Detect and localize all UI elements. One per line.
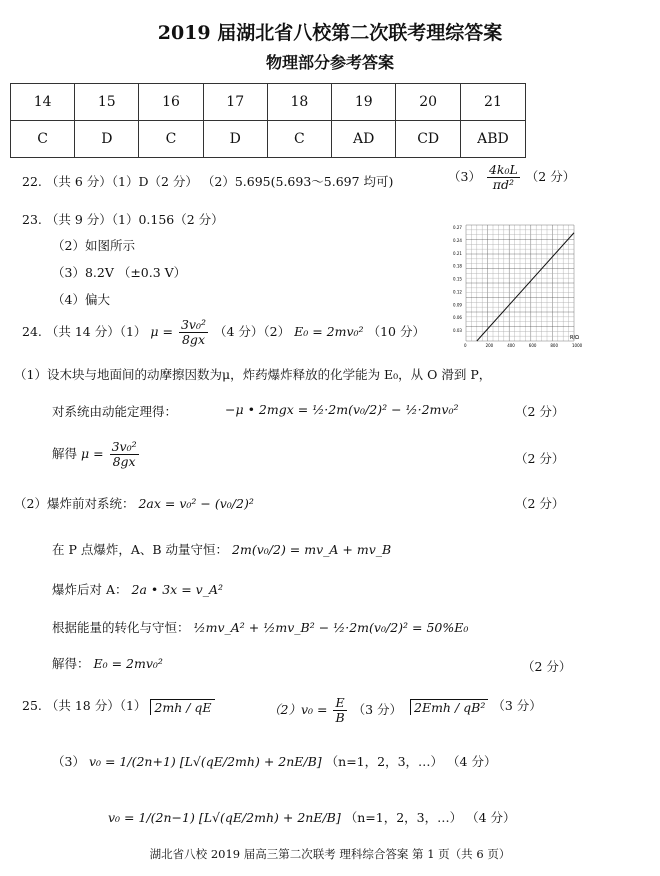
- answer-table: [10, 83, 526, 158]
- question-number: 20: [396, 84, 460, 121]
- q24-e0: E₀ = 2mv₀²: [294, 324, 364, 339]
- q25-part2b-score: （3 分）: [492, 698, 542, 713]
- q24-result-mu: μ =: [81, 446, 104, 461]
- graph-y-tick: 0.03: [453, 328, 462, 334]
- q24-p1-label: 对系统由动能定理得：: [52, 404, 178, 419]
- q24-p2-label: （2）爆炸前对系统：: [14, 496, 135, 511]
- q24-result-den: 8gx: [112, 454, 136, 469]
- question-number: 16: [139, 84, 203, 121]
- graph-y-tick: 0.06: [453, 315, 462, 321]
- q25-line1: [22, 696, 215, 715]
- graph-y-tick: 0.18: [453, 263, 462, 269]
- q24-mu-lhs: μ =: [150, 324, 173, 339]
- answer-table-answers-row: [11, 121, 526, 158]
- q25-prefix: 25. （共 18 分）（1）: [22, 698, 147, 713]
- q22-text: 22. （共 6 分）（1）D（2 分） （2）5.695(5.693～5.697 均可): [22, 174, 394, 189]
- q24-result-label: 解得: [52, 446, 78, 461]
- q24-mu-den: 8gx: [181, 332, 205, 347]
- question-number: 15: [75, 84, 139, 121]
- page-subtitle: 物理部分参考答案: [265, 53, 394, 72]
- q24-p4-label: 爆炸后对 A：: [52, 582, 128, 597]
- q24-p5-equation: ½mv_A² + ½mv_B² − ½·2m(v₀/2)² = 50%E₀: [193, 620, 469, 635]
- q24-p6-label: 解得：: [52, 656, 90, 671]
- q24-p5: [52, 618, 468, 636]
- q24-prefix: 24. （共 14 分）（1）: [22, 324, 147, 339]
- graph-x-tick: 800: [550, 343, 559, 348]
- q24-p3: [52, 540, 391, 558]
- q25-part2-den: B: [335, 710, 345, 725]
- q25-line3-score: （4 分）: [466, 810, 516, 825]
- graph-x-unit: R/Ω: [570, 335, 579, 341]
- q22-part3: [448, 163, 575, 192]
- graph-y-tick: 0.12: [453, 289, 462, 295]
- q22-frac-num: 4k₀L: [488, 162, 518, 177]
- question-number: 14: [11, 84, 75, 121]
- q24-p4: [52, 580, 223, 598]
- q24-result-score: （2 分）: [515, 451, 565, 466]
- q25-sqrt1: 2mh / qE: [150, 699, 214, 715]
- q22-line: [22, 172, 393, 190]
- q25-line3-equation: v₀ = 1/(2n−1) [L√(qE/2mh) + 2nE/B]: [108, 810, 341, 825]
- q22-frac-den: πd²: [492, 177, 514, 192]
- q24-p3-equation: 2m(v₀/2) = mv_A + mv_B: [232, 542, 392, 557]
- graph-x-tick: 1000: [572, 343, 582, 348]
- answer-table-numbers-row: [11, 84, 526, 121]
- q24-end: （10 分）: [367, 324, 425, 339]
- graph-x-ticks: [464, 343, 582, 348]
- q24-p4-equation: 2a • 3x = v_A²: [131, 582, 223, 597]
- graph-x-tick: 0: [464, 343, 467, 348]
- q24-p1-equation: −μ • 2mgx = ½·2m(v₀/2)² − ½·2mv₀²: [225, 402, 459, 417]
- q24-p2: [14, 494, 254, 512]
- q24-p3-label: 在 P 点爆炸，A、B 动量守恒：: [52, 542, 229, 557]
- graph-x-tick: 600: [528, 343, 537, 348]
- q24-summary: [22, 318, 425, 347]
- q23-line3: （3）8.2V （±0.3 V）: [52, 265, 187, 280]
- graph-y-ticks: [453, 225, 462, 333]
- q25-line3: [108, 808, 516, 826]
- q23-line2: （2）如图所示: [52, 238, 135, 253]
- q23-graph: [452, 219, 582, 353]
- answer-cell: C: [139, 121, 203, 158]
- graph-y-tick: 0.27: [453, 225, 462, 230]
- q24-p6-equation: E₀ = 2mv₀²: [93, 656, 163, 671]
- q25-line2-score: （4 分）: [447, 754, 497, 769]
- answer-cell: D: [75, 121, 139, 158]
- q25-part2-fraction: [333, 696, 346, 725]
- answer-cell: ABD: [460, 121, 525, 158]
- q23-line4: （4）偏大: [52, 292, 110, 307]
- q25-part2-num: E: [335, 695, 345, 710]
- q25-sqrt2: 2Emh / qB²: [410, 699, 488, 715]
- q24-p2-equation: 2ax = v₀² − (v₀/2)²: [138, 496, 254, 511]
- q24-mid: （4 分）（2）: [214, 324, 291, 339]
- q22-fraction: [487, 163, 520, 192]
- q25-part2-score: （3 分）: [352, 702, 403, 717]
- graph-x-tick: 200: [485, 343, 494, 348]
- graph-y-tick: 0.24: [453, 237, 462, 243]
- q25-part2-label: （2）v₀ =: [268, 702, 328, 717]
- q24-p2-score: （2 分）: [515, 496, 565, 511]
- q24-p6-score: （2 分）: [522, 659, 572, 674]
- graph-y-tick: 0.09: [453, 302, 462, 308]
- q24-p1-score: （2 分）: [515, 404, 565, 419]
- q25-line2-cond: （n=1，2，3，…）: [325, 754, 444, 769]
- q25-line2-equation: v₀ = 1/(2n+1) [L√(qE/2mh) + 2nE/B]: [88, 754, 322, 769]
- question-number: 18: [267, 84, 331, 121]
- q24-mu-num: 3v₀²: [180, 317, 207, 332]
- q22-score: （2 分）: [525, 169, 576, 184]
- answer-cell: C: [11, 121, 75, 158]
- q24-mu-fraction: [179, 318, 208, 347]
- graph-x-tick: 400: [507, 343, 515, 348]
- graph-y-tick: 0.15: [453, 276, 462, 282]
- page-title: 2019 届湖北省八校第二次联考理综答案: [157, 22, 503, 44]
- q25-part2b: [410, 696, 542, 715]
- q25-line3-cond: （n=1，2，3，…）: [344, 810, 463, 825]
- q24-p6: [52, 654, 163, 672]
- q24-result-num: 3v₀²: [111, 439, 137, 454]
- graph-y-tick: 0.21: [453, 250, 462, 256]
- q25-line2: [52, 752, 496, 770]
- q24-result-fraction: [110, 440, 139, 469]
- question-number: 19: [332, 84, 396, 121]
- q25-part2: [268, 696, 402, 725]
- q24-result: [52, 440, 141, 469]
- answer-cell: D: [203, 121, 267, 158]
- q24-p1-intro: （1）设木块与地面间的动摩擦因数为μ，炸药爆炸释放的化学能为 E₀，从 O 滑到 P，: [14, 367, 492, 382]
- question-number: 21: [460, 84, 525, 121]
- q23-line1: 23. （共 9 分）（1）0.156（2 分）: [22, 212, 224, 227]
- question-number: 17: [203, 84, 267, 121]
- page-footer: 湖北省八校 2019 届高三第二次联考 理科综合答案 第 1 页（共 6 页）: [149, 847, 511, 861]
- q24-p5-label: 根据能量的转化与守恒：: [52, 620, 190, 635]
- graph-grid: [466, 225, 574, 341]
- answer-cell: CD: [396, 121, 460, 158]
- answer-cell: C: [267, 121, 331, 158]
- q22-part3-label: （3）: [448, 169, 481, 184]
- answer-cell: AD: [332, 121, 396, 158]
- q25-line2-prefix: （3）: [52, 754, 85, 769]
